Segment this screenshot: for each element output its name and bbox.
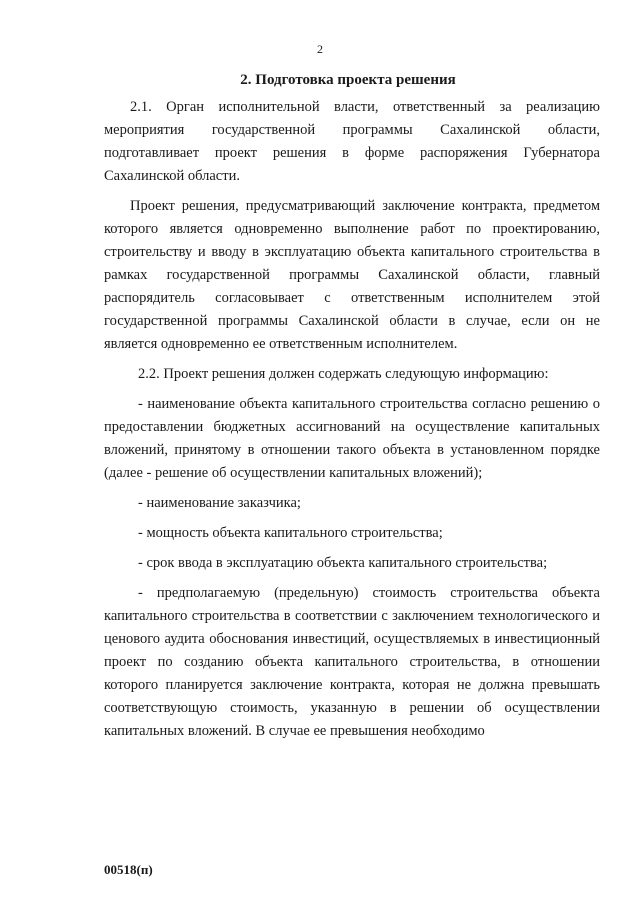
list-item-customer-name: - наименование заказчика; xyxy=(138,495,301,511)
paragraph-project-approval: Проект решения, предусматривающий заключение контракта, предметом которого является одновременно выполнение работ по проектированию, строительству и вводу в эксплуатацию объекта капитального строительства в рамках государственной программы Сахалинской области, главный распорядитель согласовывает с ответственным исполнителем этой государственной программы Сахалинской области в случае, если он не является одновременно ее ответственным исполнителем. xyxy=(104,198,600,352)
section-heading: 2. Подготовка проекта решения xyxy=(240,72,456,88)
document-code: 00518(п) xyxy=(104,862,153,877)
list-item-object-name: - наименование объекта капитального строительства согласно решению о предоставлении бюджетных ассигнований на осуществление капитальных вложений, принятому в отношении такого объекта в установленном порядке (далее - решение об осуществлении капитальных вложений); xyxy=(104,396,600,481)
paragraph-2-2: 2.2. Проект решения должен содержать следующую информацию: xyxy=(138,366,549,382)
page-number: 2 xyxy=(317,42,323,56)
paragraph-2-1: 2.1. Орган исполнительной власти, ответственный за реализацию мероприятия государственной программы Сахалинской области, подготавливает проект решения в форме распоряжения Губернатора Сахалинской области. xyxy=(104,99,600,184)
list-item-capacity: - мощность объекта капитального строительства; xyxy=(138,525,443,541)
document-body xyxy=(104,96,600,750)
list-item-estimated-cost: - предполагаемую (предельную) стоимость строительства объекта капитального строительства в соответствии с заключением технологического и ценового аудита обоснования инвестиций, осуществляемых в инвестиционный проект по созданию объекта капитального строительства, в отношении которого планируется заключение контракта, которая не должна превышать соответствующую стоимость, указанную в решении об осуществлении капитальных вложений. В случае ее превышения необходимо xyxy=(104,585,600,739)
list-item-commissioning-date: - срок ввода в эксплуатацию объекта капитального строительства; xyxy=(138,555,548,571)
